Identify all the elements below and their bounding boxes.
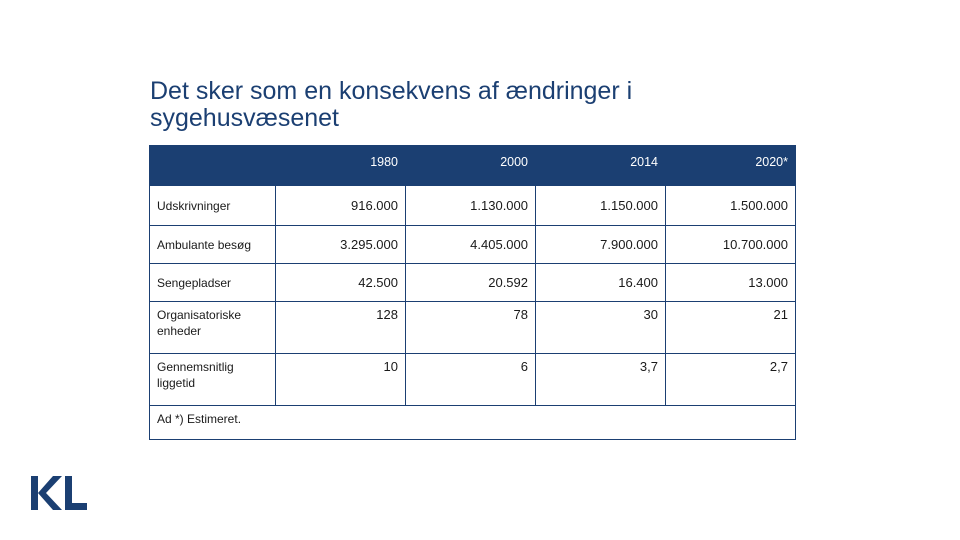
row-label: Udskrivninger	[150, 186, 276, 226]
table-cell: 3.295.000	[276, 226, 406, 264]
kl-logo-icon	[31, 476, 87, 510]
header-cell-2014: 2014	[536, 146, 666, 186]
table-cell: 10	[276, 354, 406, 406]
table-cell: 78	[406, 302, 536, 354]
table-cell: 30	[536, 302, 666, 354]
table-row	[150, 354, 796, 406]
header-cell-1980: 1980	[276, 146, 406, 186]
table-cell: 1.150.000	[536, 186, 666, 226]
table-cell: 916.000	[276, 186, 406, 226]
row-label: Ambulante besøg	[150, 226, 276, 264]
footnote: Ad *) Estimeret.	[150, 406, 796, 440]
table-row	[150, 186, 796, 226]
row-label: Sengepladser	[150, 264, 276, 302]
table-cell: 20.592	[406, 264, 536, 302]
header-cell-2000: 2000	[406, 146, 536, 186]
table-cell: 1.500.000	[666, 186, 796, 226]
table-cell: 128	[276, 302, 406, 354]
table-header-row	[150, 146, 796, 186]
table-cell: 13.000	[666, 264, 796, 302]
header-cell-2020: 2020*	[666, 146, 796, 186]
table-cell: 1.130.000	[406, 186, 536, 226]
header-cell-empty	[150, 146, 276, 186]
table-row	[150, 226, 796, 264]
table-cell: 16.400	[536, 264, 666, 302]
table-row	[150, 302, 796, 354]
slide-title: Det sker som en konsekvens af ændringer i sygehusvæsenet	[150, 77, 633, 132]
table-cell: 2,7	[666, 354, 796, 406]
table-cell: 4.405.000	[406, 226, 536, 264]
table-row	[150, 264, 796, 302]
table-cell: 3,7	[536, 354, 666, 406]
row-label: Gennemsnitlig liggetid	[150, 354, 276, 406]
table-cell: 21	[666, 302, 796, 354]
table-cell: 6	[406, 354, 536, 406]
table-cell: 7.900.000	[536, 226, 666, 264]
row-label: Organisatoriske enheder	[150, 302, 276, 354]
table-cell: 42.500	[276, 264, 406, 302]
footnote-row	[150, 406, 796, 440]
table-cell: 10.700.000	[666, 226, 796, 264]
statistics-table	[149, 145, 796, 440]
